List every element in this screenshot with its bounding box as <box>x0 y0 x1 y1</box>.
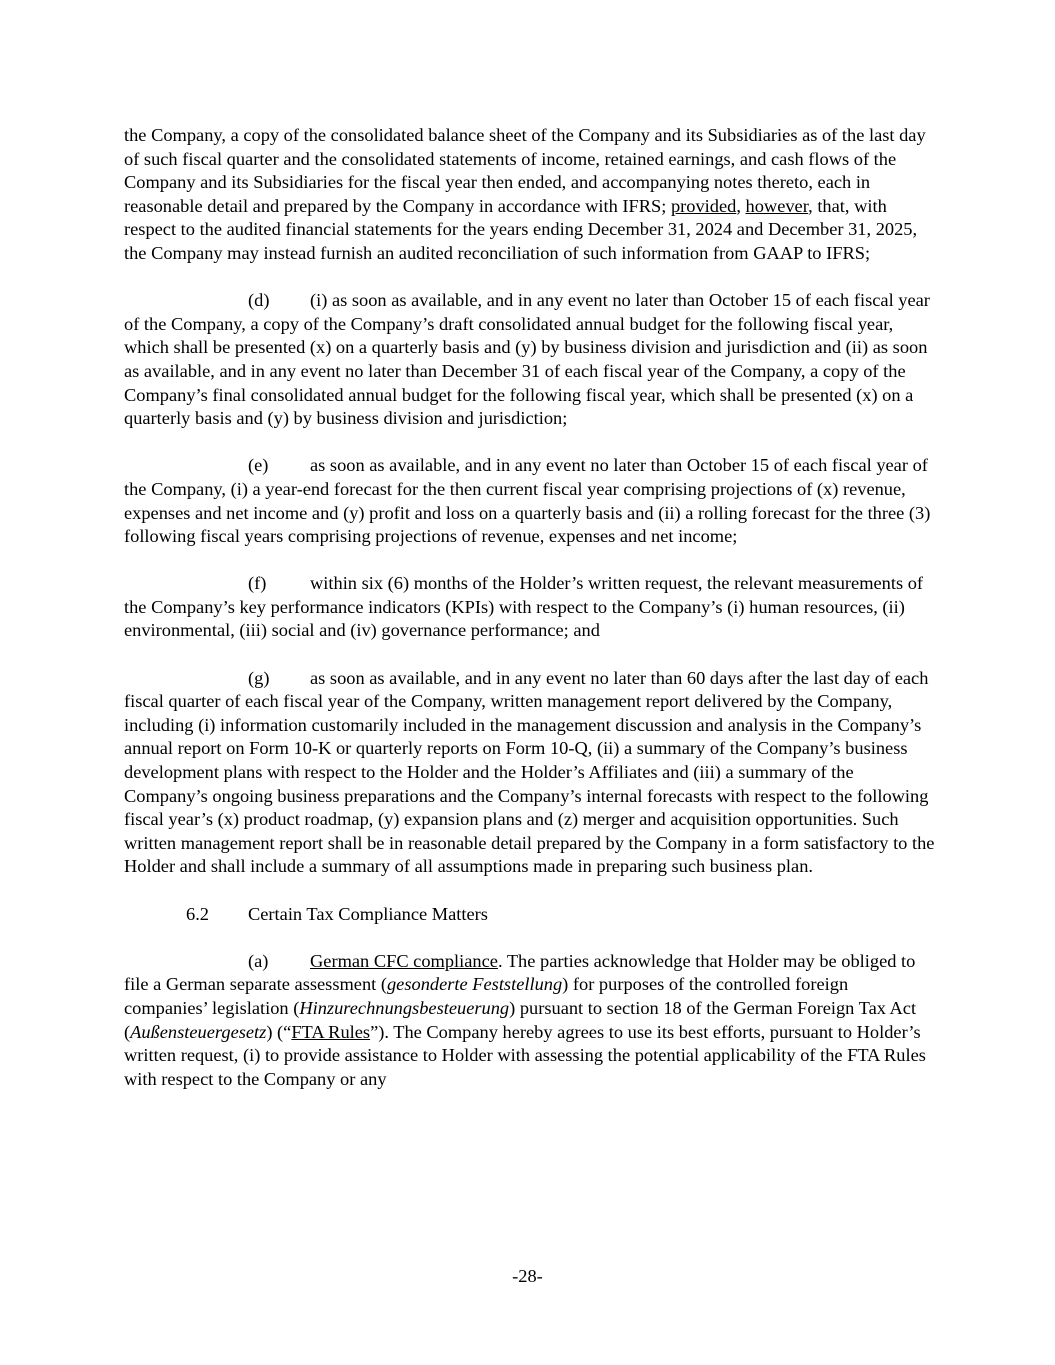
fta-rules-term: FTA Rules <box>291 1021 371 1042</box>
clause-a-italic-3: Außensteuergesetz <box>130 1021 267 1042</box>
clause-a-text-2: ) for purposes of the controlled foreign companies’ legislation ( <box>124 974 849 1018</box>
clause-a-text-1: . The parties acknowledge that Holder may be obliged to file a German separate assessment ( <box>124 950 916 995</box>
clause-d <box>124 289 936 431</box>
clause-g <box>124 667 936 879</box>
provided-term: provided <box>670 195 737 216</box>
paragraph-continuation <box>124 124 936 266</box>
clause-a <box>124 950 936 1092</box>
clause-e-label: (e) <box>248 455 269 476</box>
section-heading <box>124 903 936 927</box>
p0-text: the Company, a copy of the consolidated balance sheet of the Company and its Subsidiaries as of the last day of such fiscal quarter and the consolidated statements of income, retained earnings, and cash flows of the Company and its Subsidiaries for the fiscal year then ended, and accompanying notes thereto, each in reasonable detail and prepared by the Company in accordance with IFRS; <box>124 125 926 216</box>
clause-d-text: (i) as soon as available, and in any event no later than October 15 of each fiscal year of the Company, a copy of the Company’s draft consolidated annual budget for the following fiscal year, which shall be presented (x) on a quarterly basis and (y) by business division and jurisdiction and (ii) as soon as available, and in any event no later than December 31 of each fiscal year of the Company, a copy of the Company’s final consolidated annual budget for the following fiscal year, which shall be presented (x) on a quarterly basis and (y) by business division and jurisdiction; <box>124 290 930 429</box>
clause-f-text: within six (6) months of the Holder’s written request, the relevant measurements of the Company’s key performance indicators (KPIs) with respect to the Company’s (i) human resources, (ii) environmental, (iii) social and (iv) governance performance; and <box>124 573 924 641</box>
clause-a-italic-1: gesonderte Feststellung <box>386 974 563 995</box>
section-title: Certain Tax Compliance Matters <box>248 903 488 924</box>
p0-tail: , that, with respect to the audited financial statements for the years ending December 31, 2024 and December 31, 2025, the Company may instead furnish an audited reconciliation of such information from GAAP to IFRS; <box>124 195 918 263</box>
clause-a-text-5: ”). The Company hereby agrees to use its best efforts, pursuant to Holder’s written request, (i) to provide assistance to Holder with assessing the potential applicability of the FTA Rules with respect to the Company or any <box>124 1021 926 1089</box>
clause-a-italic-2: Hinzurechnungsbesteuerung <box>299 997 510 1018</box>
clause-e <box>124 454 936 548</box>
clause-d-label: (d) <box>248 290 270 311</box>
clause-a-heading: German CFC compliance <box>310 950 498 971</box>
document-page <box>124 124 936 1115</box>
clause-a-text-4: ) (“ <box>266 1021 292 1042</box>
page-number: -28- <box>512 1266 543 1286</box>
clause-g-text: as soon as available, and in any event no later than 60 days after the last day of each fiscal quarter of each fiscal year of the Company, written management report delivered by the Company, including (i) information customarily included in the management discussion and analysis in the Company’s annual report on Form 10-K or quarterly reports on Form 10-Q, (ii) a summary of the Company’s business development plans with respect to the Holder and the Holder’s Affiliates and (iii) a summary of the Company’s ongoing business preparations and the Company’s internal forecasts with respect to the following fiscal year’s (x) product roadmap, (y) expansion plans and (z) merger and acquisition opportunities. Such written management report shall be in reasonable detail prepared by the Company in a form satisfactory to the Holder and shall include a summary of all assumptions made in preparing such business plan. <box>124 667 935 877</box>
clause-f-label: (f) <box>248 573 267 594</box>
p0-sep: , <box>736 195 746 216</box>
however-term: however <box>745 195 809 216</box>
section-number: 6.2 <box>186 903 209 924</box>
clause-f <box>124 572 936 643</box>
clause-a-text-3: ) pursuant to section 18 of the German Foreign Tax Act ( <box>124 997 917 1042</box>
clause-g-label: (g) <box>248 667 270 688</box>
clause-a-label: (a) <box>248 950 269 971</box>
clause-e-text: as soon as available, and in any event no later than October 15 of each fiscal year of the Company, (i) a year-end forecast for the then current fiscal year comprising projections of (x) revenue, expenses and net income and (y) profit and loss on a quarterly basis and (ii) a rolling forecast for the three (3) following fiscal years comprising projections of revenue, expenses and net income; <box>124 455 931 547</box>
